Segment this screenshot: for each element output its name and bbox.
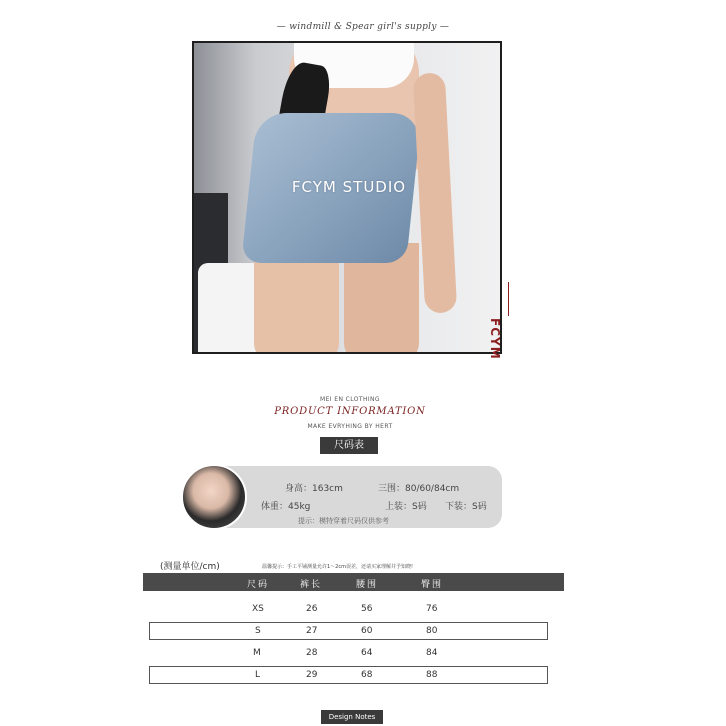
- header-waist: 腰围: [356, 580, 379, 590]
- header-script: — windmill & Spear girl's supply —: [276, 22, 450, 32]
- model-avatar: [181, 464, 247, 530]
- row-m-size: M: [253, 648, 261, 658]
- product-photo: [192, 41, 502, 354]
- brand-line: MEI EN CLOTHING: [320, 396, 380, 403]
- row-s-size: S: [255, 626, 261, 636]
- model-measurements: 三围：80/60/84cm: [378, 484, 460, 494]
- header-hip: 臀围: [421, 580, 444, 590]
- row-l-hip: 88: [426, 670, 438, 680]
- model-height: 身高：163cm: [285, 484, 343, 494]
- row-l-waist: 68: [361, 670, 373, 680]
- table-row-s: [149, 622, 548, 640]
- row-s-hip: 80: [426, 626, 438, 636]
- header-size: 尺码: [247, 580, 270, 590]
- row-xs-length: 26: [306, 604, 318, 614]
- size-chart-label: 尺码表: [320, 437, 378, 454]
- side-brand: FCYM: [488, 318, 502, 360]
- model-weight: 体重：45kg: [261, 502, 311, 512]
- row-s-waist: 60: [361, 626, 373, 636]
- measurement-tip: 温馨提示：手工平铺测量允许1～2cm误差，还请买家理解并予知晓!: [262, 564, 413, 570]
- row-xs-waist: 56: [361, 604, 373, 614]
- side-brand-line: [508, 282, 509, 316]
- row-m-waist: 64: [361, 648, 373, 658]
- row-m-length: 28: [306, 648, 318, 658]
- studio-watermark: FCYM STUDIO: [291, 178, 407, 196]
- size-table-header: [143, 573, 564, 591]
- header-length: 裤长: [300, 580, 323, 590]
- product-info-title: PRODUCT INFORMATION: [274, 406, 426, 417]
- tagline: MAKE EVRYHING BY HERT: [307, 423, 393, 430]
- unit-label: (测量单位/cm): [160, 562, 220, 572]
- row-l-length: 29: [306, 670, 318, 680]
- row-xs-size: XS: [252, 604, 264, 614]
- row-l-size: L: [255, 670, 261, 680]
- row-m-hip: 84: [426, 648, 438, 658]
- row-xs-hip: 76: [426, 604, 438, 614]
- model-bottom-size: 下装：S码: [445, 502, 487, 512]
- row-s-length: 27: [306, 626, 318, 636]
- design-notes-label: Design Notes: [321, 710, 383, 724]
- model-top-size: 上装：S码: [385, 502, 427, 512]
- table-row-l: [149, 666, 548, 684]
- model-note: 提示：模特穿着尺码仅供参考: [298, 517, 389, 525]
